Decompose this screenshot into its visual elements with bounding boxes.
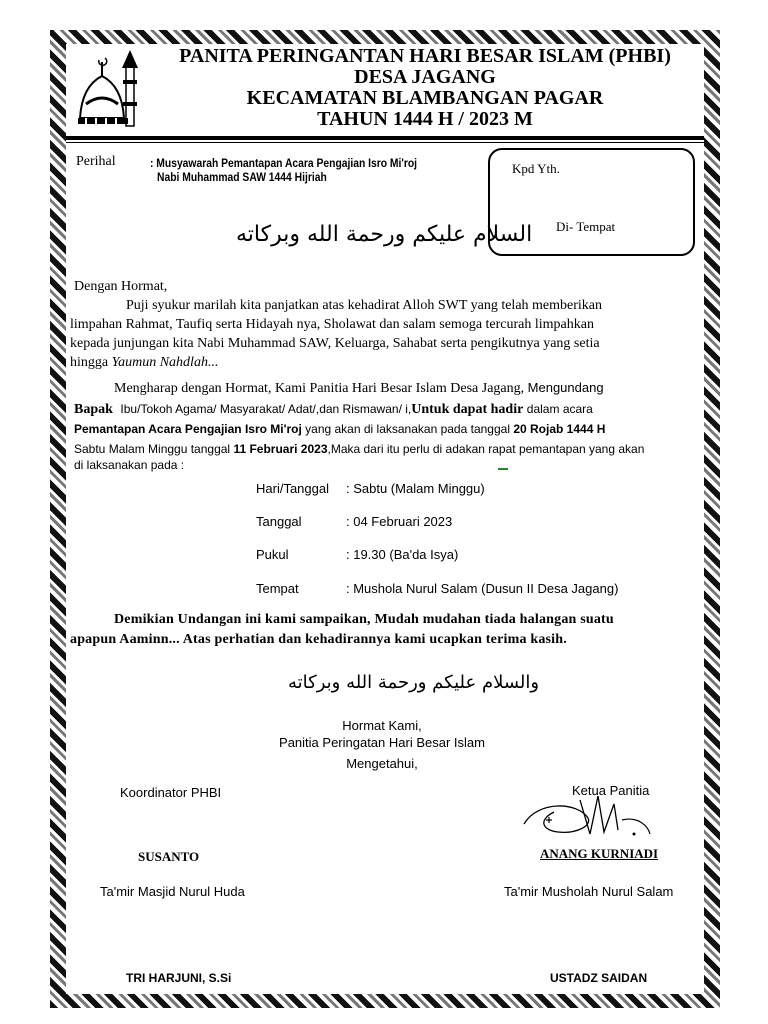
para2-l4a: Sabtu Malam Minggu tanggal xyxy=(74,442,231,456)
para2-line-5: di laksanakan pada : xyxy=(74,458,185,472)
detail-label-1: Tanggal xyxy=(256,514,302,529)
para2-line-4 xyxy=(74,442,644,456)
para2-l3b: yang akan di laksanakan pada tanggal xyxy=(305,422,510,436)
detail-value-0: : Sabtu (Malam Minggu) xyxy=(346,481,485,496)
green-mark xyxy=(498,468,508,470)
para1-line-3: kepada junjungan kita Nabi Muhammad SAW, Keluarga, Sahabat serta pengikutnya yang setia xyxy=(70,336,600,351)
para2-l3c: 20 Rojab 1444 H xyxy=(513,422,606,436)
para2-l2a: Bapak xyxy=(74,402,113,417)
signature-image xyxy=(518,790,658,850)
detail-value-1: : 04 Februari 2023 xyxy=(346,514,453,529)
signoff-line-1: Hormat Kami, xyxy=(342,718,422,733)
para2-line-2 xyxy=(74,402,593,418)
left-name: SUSANTO xyxy=(138,849,200,864)
detail-label-3: Tempat xyxy=(256,581,299,596)
perihal-line-2: Nabi Muhammad SAW 1444 Hijriah xyxy=(157,170,327,184)
right-title: Ketua Panitia xyxy=(572,783,650,798)
salam-opening: السلام عليكم ورحمة الله وبركاته xyxy=(236,222,533,247)
para2-l2d: dalam acara xyxy=(526,402,593,416)
para1-line-1: Puji syukur marilah kita panjatkan atas kehadirat Alloh SWT yang telah memberikan xyxy=(126,298,603,313)
perihal-line-1: : Musyawarah Pemantapan Acara Pengajian Isro Mi'roj xyxy=(150,156,418,170)
para2-l4b: 11 Februari 2023 xyxy=(233,442,328,456)
mosque-logo xyxy=(72,46,152,132)
para2-l1a: Mengharap dengan Hormat, Kami Panitia Hari Besar Islam Desa Jagang, xyxy=(114,381,525,396)
para2-l2c: Untuk dapat hadir xyxy=(411,402,524,417)
detail-value-2: : 19.30 (Ba'da Isya) xyxy=(346,547,459,562)
address-to: Kpd Yth. xyxy=(512,161,560,176)
header-line-4: TAHUN 1444 H / 2023 M xyxy=(317,108,533,130)
header-line-3: KECAMATAN BLAMBANGAN PAGAR xyxy=(246,87,604,109)
left-title: Koordinator PHBI xyxy=(120,785,222,800)
right-name: ANANG KURNIADI xyxy=(540,846,659,861)
para2-l1b: Mengundang xyxy=(527,380,604,395)
signoff-line-3: Mengetahui, xyxy=(346,756,418,771)
header-rule-thin xyxy=(66,142,704,143)
para2-l4c: ,Maka dari itu perlu di adakan rapat pemantapan yang akan xyxy=(327,442,645,456)
para2-l2b: Ibu/Tokoh Agama/ Masyarakat/ Adat/,dan Rismawan/ i, xyxy=(120,402,412,416)
bottom-right-name: USTADZ SAIDAN xyxy=(550,971,648,985)
para2-l3a: Pemantapan Acara Pengajian Isro Mi'roj xyxy=(74,422,302,436)
bottom-left-title: Ta'mir Masjid Nurul Huda xyxy=(100,884,245,899)
para1-line-4 xyxy=(70,355,218,371)
para1-yaumun: Yaumun Nahdlah... xyxy=(111,355,219,370)
detail-label-2: Pukul xyxy=(256,547,289,562)
bottom-right-title: Ta'mir Musholah Nurul Salam xyxy=(504,884,674,899)
detail-label-0: Hari/Tanggal xyxy=(256,481,329,496)
salam-closing: والسلام عليكم ورحمة الله وبركاته xyxy=(288,672,540,693)
signoff-line-2: Panitia Peringatan Hari Besar Islam xyxy=(279,735,485,750)
para1-line-2: limpahan Rahmat, Taufiq serta Hidayah nya, Sholawat dan salam semoga tercurah limpahkan xyxy=(70,317,594,332)
para2-line-1 xyxy=(114,380,604,397)
header-line-2: DESA JAGANG xyxy=(354,66,496,88)
perihal-label: Perihal xyxy=(76,154,116,169)
greeting: Dengan Hormat, xyxy=(74,279,168,294)
closing-line-2: apapun Aaminn... Atas perhatian dan kehadirannya kami ucapkan terima kasih. xyxy=(70,632,567,647)
bottom-left-name: TRI HARJUNI, S.Si xyxy=(126,971,232,985)
header-rule-thick xyxy=(66,136,704,140)
para2-line-3 xyxy=(74,422,605,436)
header-line-1: PANITA PERINGANTAN HARI BESAR ISLAM (PHBI) xyxy=(179,45,671,67)
address-place: Di- Tempat xyxy=(556,219,616,234)
detail-value-3: : Mushola Nurul Salam (Dusun II Desa Jagang) xyxy=(346,581,619,596)
para1-hingga: hingga xyxy=(70,355,109,370)
closing-line-1: Demikian Undangan ini kami sampaikan, Mudah mudahan tiada halangan suatu xyxy=(114,612,614,627)
